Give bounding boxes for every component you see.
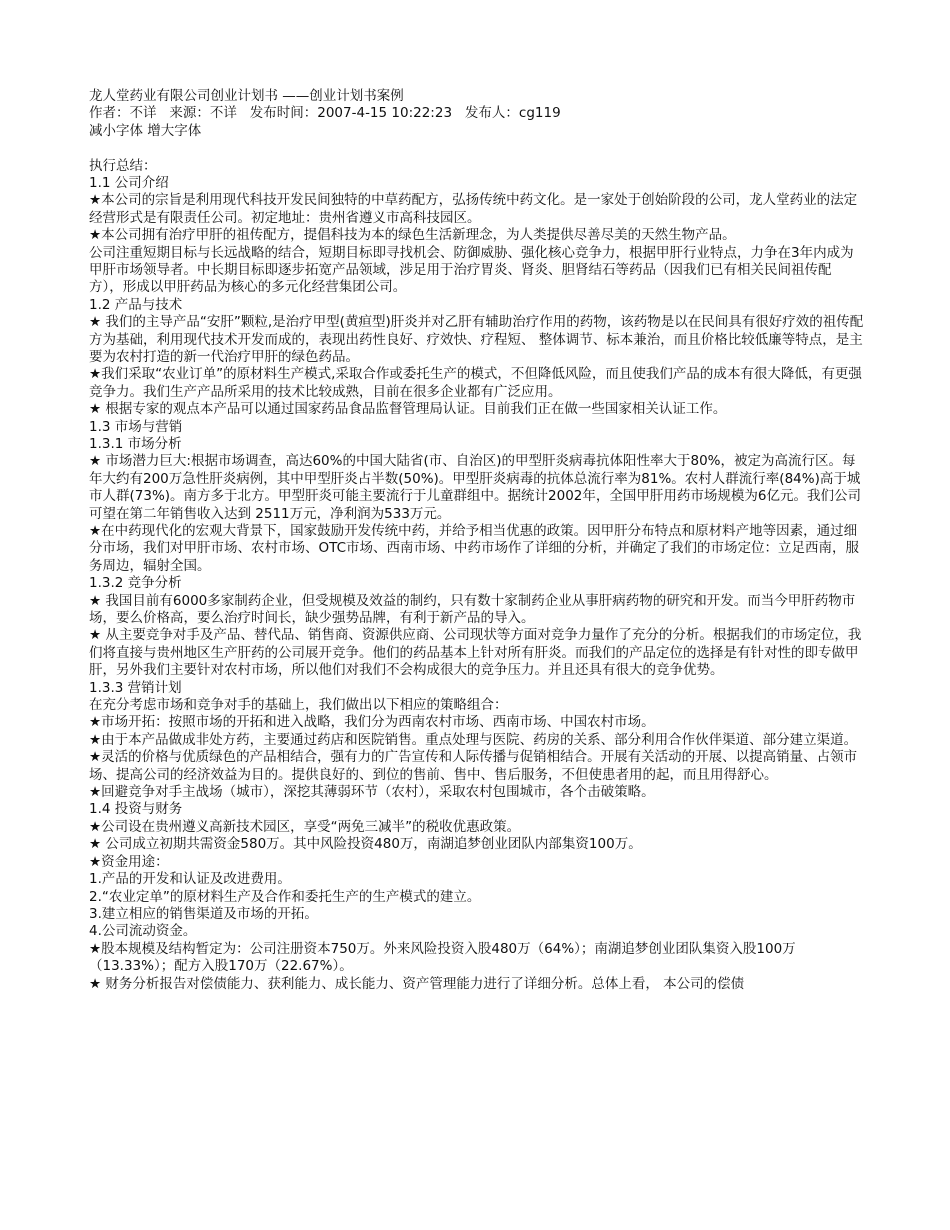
paragraph: 公司注重短期目标与长远战略的结合，短期目标即寻找机会、防御威胁、强化核心竞争力，根据甲肝行业特点，力争在3年内成为甲肝市场领导者。中长期目标即逐步拓宽产品领域，涉足用于治疗胃炎、肾炎、胆肾结石等药品（因我们已有相关民间祖传配方），形成以甲肝药品为核心的多元化经营集团公司。: [89, 244, 854, 296]
paragraph: ★回避竞争对手主战场（城市），深挖其薄弱环节（农村），采取农村包围城市，各个击破策略。: [89, 784, 655, 801]
section-heading: 1.1 公司介绍: [89, 174, 169, 191]
section-heading: 1.3 市场与营销: [89, 418, 183, 435]
paragraph: 在充分考虑市场和竞争对手的基础上，我们做出以下相应的策略组合：: [89, 697, 508, 714]
paragraph: ★市场开拓：按照市场的开拓和进入战略，我们分为西南农村市场、西南市场、中国农村市场。: [89, 714, 655, 731]
paragraph: ★股本规模及结构暂定为：公司注册资本750万。外来风险投资入股480万（64%）；南湖追梦创业团队集资入股100万（13.33%）；配方入股170万（22.67%）。: [89, 940, 796, 975]
section-heading: 1.2 产品与技术: [89, 296, 183, 313]
paragraph: ★由于本产品做成非处方药，主要通过药店和医院销售。重点处理与医院、药房的关系、部分利用合作伙伴渠道、部分建立渠道。: [89, 731, 858, 748]
subsection-heading: 1.3.2 竞争分析: [89, 575, 182, 592]
subsection-heading: 1.3.3 营销计划: [89, 679, 182, 696]
decrease-font-link[interactable]: 减小字体: [89, 122, 143, 139]
paragraph: ★公司设在贵州遵义高新技术园区，享受“两免三减半”的税收优惠政策。: [89, 818, 521, 835]
list-item: 1.产品的开发和认证及改进费用。: [89, 871, 291, 888]
paragraph: ★灵活的价格与优质绿色的产品相结合，强有力的广告宣传和人际传播与促销相结合。开展有关活动的开展、以提高销量、占领市场、提高公司的经济效益为目的。提供良好的、到位的售前、售中、售后服务，不但使患者用的起，而且用得舒心。: [89, 749, 858, 783]
paragraph: ★本公司的宗旨是利用现代科技开发民间独特的中草药配方，弘扬传统中药文化。是一家处于创始阶段的公司，龙人堂药业的法定经营形式是有限责任公司。初定地址：贵州省遵义市高科技园区。: [89, 192, 858, 226]
paragraph: ★我们采取“农业订单”的原材料生产模式,采取合作或委托生产的模式，不但降低风险，而且使我们产品的成本有很大降低，有更强竞争力。我们生产产品所采用的技术比较成熟，目前在很多企业都有广泛应用。: [89, 366, 862, 400]
paragraph: ★ 市场潜力巨大:根据市场调查，高达60%的中国大陆省(市、自治区)的甲型肝炎病毒抗体阳性率大于80%，被定为高流行区。每年大约有200万急性肝炎病例，其中甲型肝炎占半数(50%)。甲型肝炎病毒的抗体总流行率为81%。农村人群流行率(84%)高于城市人群(73%)。南方多于北方。甲型肝炎可能主要流行于儿童群组中。据统计2002年，全国甲肝用药市场规模为6亿元。我们公司可望在第二年销售收入达到 2511万元，净利润为533万元。: [89, 453, 861, 522]
paragraph: ★本公司拥有治疗甲肝的祖传配方，提倡科技为本的绿色生活新理念，为人类提供尽善尽美的天然生物产品。: [89, 227, 736, 244]
paragraph: ★在中药现代化的宏观大背景下，国家鼓励开发传统中药，并给予相当优惠的政策。因甲肝分布特点和原材料产地等因素，通过细分市场，我们对甲肝市场、农村市场、OTC市场、西南市场、中药市场作了详细的分析，并确定了我们的市场定位：立足西南，服务周边，辐射全国。: [89, 523, 860, 574]
article: [89, 88, 864, 993]
list-item: 4.公司流动资金。: [89, 923, 197, 940]
paragraph: ★ 根据专家的观点本产品可以通过国家药品食品监督管理局认证。目前我们正在做一些国家相关认证工作。: [89, 401, 727, 418]
paragraph: ★ 公司成立初期共需资金580万。其中风险投资480万，南湖追梦创业团队内部集资100万。: [89, 836, 642, 853]
list-item: 2.“农业定单”的原材料生产及合作和委托生产的生产模式的建立。: [89, 888, 481, 905]
paragraph: ★ 我们的主导产品“安肝”颗粒,是治疗甲型(黄疸型)肝炎并对乙肝有辅助治疗作用的药物，该药物是以在民间具有很好疗效的祖传配方为基础，利用现代技术开发而成的，表现出药性良好、疗效快、疗程短、 整体调节、标本兼治，而且价格比较低廉等特点，是主要为农村打造的新一代治疗甲肝的绿色药品。: [89, 314, 864, 365]
paragraph: ★ 我国目前有6000多家制药企业，但受规模及效益的制约，只有数十家制药企业从事肝病药物的研究和开发。而当今甲肝药物市场，要么价格高，要么治疗时间长，缺少强势品牌，有利于新产品的导入。: [89, 592, 856, 627]
subsection-heading: 1.3.1 市场分析: [89, 436, 182, 452]
spacer: [89, 140, 864, 157]
article-title: 龙人堂药业有限公司创业计划书 ——创业计划书案例: [89, 88, 404, 104]
font-size-controls: [89, 123, 864, 140]
list-item: 3.建立相应的销售渠道及市场的开拓。: [89, 905, 318, 922]
paragraph: ★ 从主要竞争对手及产品、替代品、销售商、资源供应商、公司现状等方面对竞争力量作了充分的分析。根据我们的市场定位，我们将直接与贵州地区生产肝药的公司展开竞争。他们的药品基本上针对所有肝炎。而我们的产品定位的选择是有针对性的即专做甲肝，另外我们主要针对农村市场，所以他们对我们不会构成很大的竞争压力。并且还具有很大的竞争优势。: [89, 627, 862, 679]
increase-font-link[interactable]: 增大字体: [147, 122, 202, 139]
paragraph: ★资金用途：: [89, 853, 169, 870]
section-heading: 1.4 投资与财务: [89, 801, 183, 818]
summary-heading: 执行总结：: [89, 157, 157, 174]
article-meta: 作者：不详 来源：不详 发布时间：2007-4-15 10:22:23 发布人：cg119: [89, 105, 561, 122]
paragraph: ★ 财务分析报告对偿债能力、获利能力、成长能力、资产管理能力进行了详细分析。总体上看， 本公司的偿债: [89, 975, 745, 992]
